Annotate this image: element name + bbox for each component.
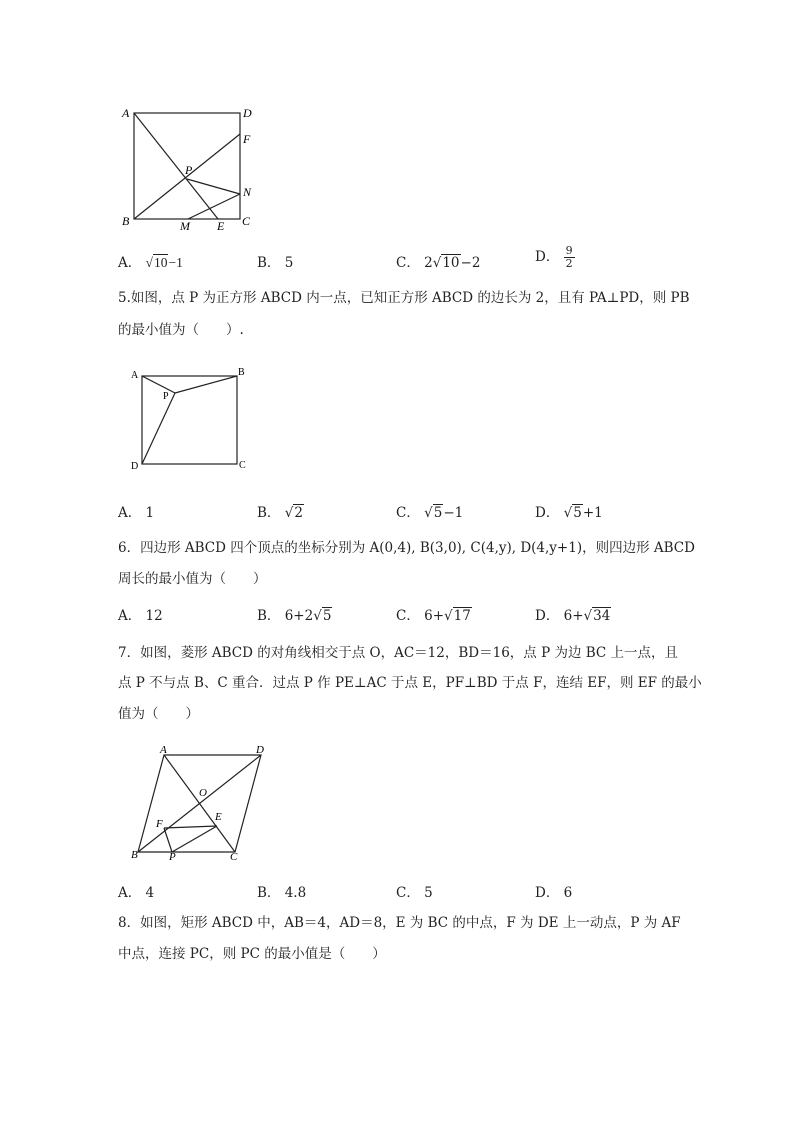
option-letter: B．	[257, 505, 281, 521]
label-E: E	[215, 811, 222, 823]
option-letter: D．	[535, 608, 560, 624]
option-value: $\frac{9}{2}$	[565, 244, 573, 270]
option-value: √2	[284, 505, 303, 521]
q6-option-d[interactable]	[535, 606, 611, 626]
option-letter: A．	[118, 885, 142, 901]
option-value: √5−1	[424, 505, 464, 521]
option-value: 6+2√5	[284, 608, 332, 624]
q5-option-d[interactable]	[535, 503, 603, 523]
option-letter: D．	[535, 249, 560, 265]
label-C: C	[239, 460, 246, 471]
label-P: P	[169, 851, 176, 863]
option-letter: C．	[396, 255, 420, 271]
option-value: √5+1	[563, 505, 603, 521]
label-P: P	[163, 391, 169, 402]
q7-option-c[interactable]	[396, 883, 433, 903]
label-A: A	[160, 744, 167, 756]
figure-square-mn	[118, 100, 268, 235]
q5-option-b[interactable]	[257, 503, 304, 523]
option-value: 2√10−2	[424, 255, 481, 271]
label-P: P	[185, 163, 193, 177]
option-letter: D．	[535, 885, 560, 901]
option-letter: C．	[396, 608, 420, 624]
q7-text-line2: 点 P 不与点 B、C 重合．过点 P 作 PE⊥AC 于点 E，PF⊥BD 于点 F，连结 EF，则 EF 的最小	[118, 675, 702, 691]
option-letter: D．	[535, 505, 560, 521]
q6-option-b[interactable]	[257, 606, 332, 626]
q5-text-line2: 的最小值为（ ）.	[118, 322, 244, 338]
label-F: F	[156, 818, 163, 830]
q6-text-line2: 周长的最小值为（ ）	[118, 571, 267, 587]
q8-text-line1: 8．如图，矩形 ABCD 中，AB＝4，AD＝8，E 为 BC 的中点，F 为 DE 上一动点，P 为 AF	[118, 915, 681, 931]
q6-text-line1: 6．四边形 ABCD 四个顶点的坐标分别为 A(0,4), B(3,0), C(4,y), D(4,y+1)，则四边形 ABCD	[118, 540, 695, 556]
option-letter: A．	[118, 255, 142, 271]
q7-text-line1: 7．如图，菱形 ABCD 的对角线相交于点 O，AC＝12，BD＝16，点 P 为边 BC 上一点，且	[118, 645, 679, 661]
option-value: 5	[284, 255, 294, 271]
q4-option-a[interactable]	[118, 253, 183, 273]
option-letter: A．	[118, 608, 142, 624]
q4-option-b[interactable]	[257, 253, 293, 273]
label-M: M	[180, 219, 190, 233]
label-A: A	[131, 370, 139, 381]
option-value: 5	[424, 885, 433, 901]
option-value: 6	[563, 885, 573, 901]
q5-option-c[interactable]	[396, 503, 463, 523]
label-C: C	[230, 851, 238, 863]
option-value: 6+√17	[424, 608, 471, 624]
option-value: 4.8	[284, 885, 307, 901]
option-value: 6+√34	[563, 608, 611, 624]
option-value: 1	[145, 505, 155, 521]
q5-option-a[interactable]	[118, 503, 154, 523]
option-letter: C．	[396, 885, 420, 901]
option-value: 4	[145, 885, 155, 901]
option-letter: B．	[257, 608, 281, 624]
q7-option-b[interactable]	[257, 883, 306, 903]
label-B: B	[122, 214, 130, 228]
option-letter: B．	[257, 885, 281, 901]
q4-option-d[interactable]	[535, 245, 575, 270]
q7-option-a[interactable]	[118, 883, 154, 903]
q4-option-c[interactable]	[396, 253, 480, 273]
q6-option-a[interactable]	[118, 606, 163, 626]
figure-square-pa-pd	[125, 362, 255, 477]
q7-text-line3: 值为（ ）	[118, 706, 199, 722]
option-letter: B．	[257, 255, 281, 271]
label-B: B	[131, 849, 138, 861]
option-value: 12	[145, 608, 163, 624]
label-F: F	[243, 132, 251, 146]
label-N: N	[243, 185, 252, 199]
label-B: B	[238, 367, 245, 378]
label-O: O	[199, 787, 207, 799]
label-A: A	[122, 106, 130, 120]
label-E: E	[217, 219, 225, 233]
label-C: C	[242, 214, 251, 228]
q8-text-line2: 中点，连接 PC，则 PC 的最小值是（ ）	[118, 946, 386, 962]
figure-rhombus	[125, 740, 275, 865]
q7-option-d[interactable]	[535, 883, 572, 903]
label-D: D	[131, 461, 139, 472]
label-D: D	[243, 106, 252, 120]
q5-text-line1: 5.如图，点 P 为正方形 ABCD 内一点，已知正方形 ABCD 的边长为 2，且有 PA⊥PD，则 PB	[118, 290, 690, 306]
option-letter: C．	[396, 505, 420, 521]
q6-option-c[interactable]	[396, 606, 472, 626]
label-D: D	[256, 744, 264, 756]
option-value: √10−1	[145, 255, 183, 270]
option-letter: A．	[118, 505, 142, 521]
